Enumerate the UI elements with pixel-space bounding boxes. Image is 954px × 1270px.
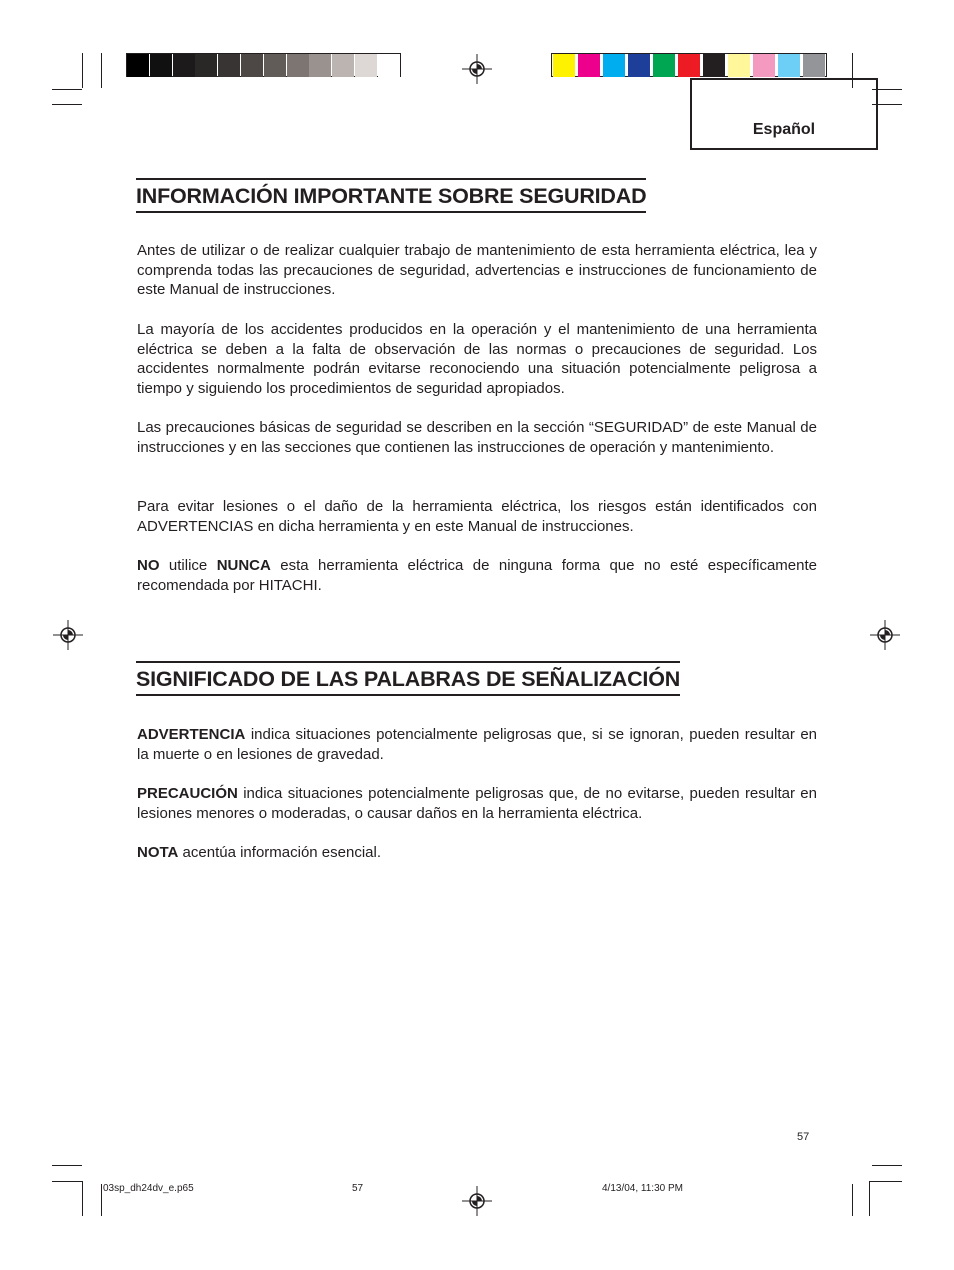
paragraph-intro: Antes de utilizar o de realizar cualquier trabajo de mantenimiento de esta herramienta eléctrica, lea y comprenda todas las precauciones de seguridad, advertencias e instrucciones de funcionamiento de este Manual de instrucciones. (137, 242, 817, 299)
color-swatch (778, 54, 800, 77)
gray-swatch (332, 54, 354, 77)
color-swatch (603, 54, 625, 77)
color-swatch (703, 54, 725, 77)
color-swatch (628, 54, 650, 77)
gray-swatch (287, 54, 309, 77)
footer-page: 57 (352, 1183, 364, 1194)
footer-filename: 03sp_dh24dv_e.p65 (103, 1183, 194, 1194)
registration-mark-left (53, 620, 83, 650)
text-advertencia: indica situaciones potencialmente peligrosas que, si se ignoran, pueden resultar en la muerte o en lesiones de gravedad. (137, 726, 817, 763)
color-swatch (803, 54, 825, 77)
gray-swatch (150, 54, 172, 77)
gray-swatch (378, 54, 400, 77)
section-title-signal-words: SIGNIFICADO DE LAS PALABRAS DE SEÑALIZACIÓN (136, 667, 681, 691)
paragraph-accidents: La mayoría de los accidentes producidos en la operación y el mantenimiento de una herramienta eléctrica se deben a la falta de observación de las normas o precauciones de seguridad. Los accidentes normalmente podrán evitarse reconociendo una situación potencialmente peligrosa a tiempo y siguiendo los procedimientos de seguridad apropiados. (137, 321, 817, 397)
bold-nunca: NUNCA (216, 557, 271, 574)
gray-swatch (309, 54, 331, 77)
footer-timestamp: 4/13/04, 11:30 PM (602, 1183, 683, 1194)
page-number: 57 (797, 1131, 810, 1143)
color-swatch (553, 54, 575, 77)
gray-swatch (218, 54, 240, 77)
color-swatch (753, 54, 775, 77)
gray-swatch (264, 54, 286, 77)
language-label: Español (752, 121, 816, 138)
gray-swatch (173, 54, 195, 77)
color-swatch (678, 54, 700, 77)
definition-advertencia (137, 725, 817, 764)
text-never-use-rest: esta herramienta eléctrica de ninguna forma que no esté específicamente recomendada por HITACHI. (137, 557, 817, 594)
paragraph-warnings: Para evitar lesiones o el daño de la herramienta eléctrica, los riesgos están identificados con ADVERTENCIAS en dicha herramienta y en este Manual de instrucciones. (137, 498, 817, 535)
paragraph-basic-precautions: Las precauciones básicas de seguridad se describen en la sección “SEGURIDAD” de este Manual de instrucciones y en las secciones que contienen las instrucciones de operación y mantenimiento. (137, 419, 817, 456)
section-heading-signal-words (136, 661, 680, 696)
paragraph-never-use (137, 556, 817, 595)
color-swatch (578, 54, 600, 77)
section-heading-safety (136, 178, 646, 213)
gray-swatch (127, 54, 149, 77)
definition-nota (137, 843, 817, 863)
language-tab (690, 78, 878, 150)
gray-swatch (241, 54, 263, 77)
color-swatch (728, 54, 750, 77)
section-title-safety: INFORMACIÓN IMPORTANTE SOBRE SEGURIDAD (136, 184, 647, 208)
definition-precaucion (137, 784, 817, 823)
gray-swatch (355, 54, 377, 77)
text-precaucion: indica situaciones potencialmente peligrosas que, de no evitarse, pueden resultar en lesiones menores o moderadas, o causar daños en la herramienta eléctrica. (137, 785, 817, 822)
registration-mark-right (870, 620, 900, 650)
label-nota: NOTA (137, 844, 179, 861)
label-advertencia: ADVERTENCIA (137, 726, 246, 743)
registration-mark-bottom (462, 1186, 492, 1216)
color-swatch (653, 54, 675, 77)
label-precaucion: PRECAUCIÓN (137, 785, 238, 802)
text-nota: acentúa información esencial. (178, 844, 382, 861)
gray-swatch (195, 54, 217, 77)
bold-no: NO (137, 557, 160, 574)
text-utilice: utilice (159, 557, 217, 574)
registration-mark-top (462, 54, 492, 84)
